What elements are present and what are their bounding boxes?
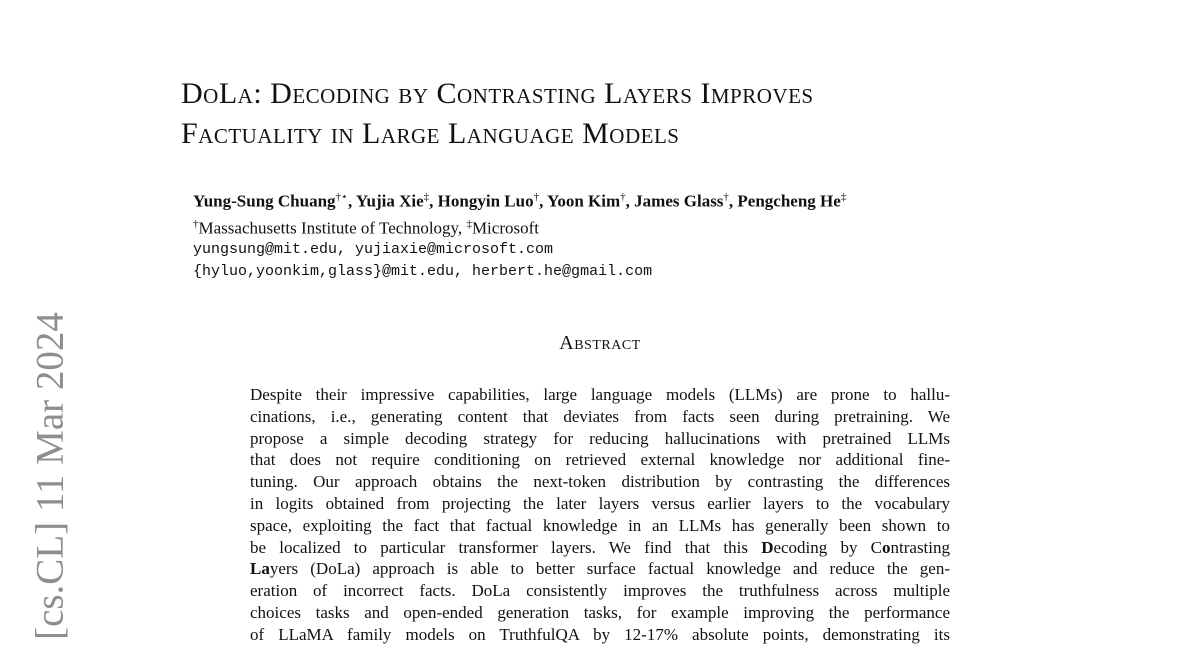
affiliation-microsoft: Microsoft bbox=[471, 218, 539, 238]
author-name: Hongyin Luo bbox=[437, 191, 534, 211]
abstract-line: tuning. Our approach obtains the next-token distribution by contrasting the differences bbox=[250, 472, 950, 492]
affiliation-mit: Massachusetts Institute of Technology, bbox=[198, 218, 467, 238]
title-line-2: Factuality in Large Language Models bbox=[181, 117, 680, 150]
abstract-body bbox=[250, 384, 950, 646]
abstract-line: of LLaMA family models on TruthfulQA by 12-17% absolute points, demonstrating its bbox=[250, 624, 950, 644]
author-block bbox=[193, 186, 1093, 283]
abstract-line bbox=[250, 537, 950, 559]
abstract-line: that does not require conditioning on retrieved external knowledge nor additional fine- bbox=[250, 450, 950, 470]
abstract-line: choices tasks and open-ended generation tasks, for example improving the performance bbox=[250, 602, 950, 622]
author-mark: † bbox=[620, 191, 626, 203]
abstract-line: space, exploiting the fact that factual knowledge in an LLMs has generally been shown to bbox=[250, 515, 950, 535]
title-line-1: DoLa: Decoding by Contrasting Layers Improves bbox=[181, 77, 814, 110]
abstract-line: in logits obtained from projecting the later layers versus earlier layers to the vocabulary bbox=[250, 493, 950, 513]
abstract-bold-text: o bbox=[882, 537, 891, 557]
abstract-text: ntrasting bbox=[890, 537, 951, 557]
affiliation-mark: ‡ bbox=[466, 217, 472, 230]
affiliations bbox=[193, 213, 1093, 240]
author-mark: ‡ bbox=[423, 191, 430, 203]
abstract-bold-text: D bbox=[761, 537, 774, 557]
author-mark: † bbox=[723, 191, 729, 203]
paper-title bbox=[181, 74, 1081, 154]
abstract-line: Despite their impressive capabilities, large language models (LLMs) are prone to hallu- bbox=[250, 385, 950, 404]
abstract-line: propose a simple decoding strategy for reducing hallucinations with pretrained LLMs bbox=[250, 428, 950, 448]
author-name: Pengcheng He bbox=[737, 191, 841, 211]
author-mark: †⋆ bbox=[335, 191, 348, 203]
arxiv-identifier-stamp: [cs.CL] 11 Mar 2024 bbox=[28, 312, 72, 640]
author-name: James Glass bbox=[634, 191, 724, 211]
abstract-text: be localized to particular transformer layers. We find that this bbox=[250, 537, 762, 557]
author-mark: ‡ bbox=[840, 191, 847, 203]
email-line: yungsung@mit.edu, yujiaxie@microsoft.com bbox=[193, 241, 554, 259]
author-name: Yujia Xie bbox=[355, 191, 424, 211]
author-list: Yung-Sung Chuang†⋆, Yujia Xie‡, Hongyin Luo†, Yoon Kim†, James Glass†, Pengcheng He‡ bbox=[193, 191, 847, 211]
email-line: {hyluo,yoonkim,glass}@mit.edu, herbert.he@gmail.com bbox=[193, 263, 653, 281]
abstract-text: ecoding by C bbox=[773, 537, 883, 557]
author-name: Yoon Kim bbox=[546, 191, 621, 211]
author-name: Yung-Sung Chuang bbox=[193, 191, 336, 211]
abstract-text: yers (DoLa) approach is able to better surface factual knowledge and reduce the gen- bbox=[269, 559, 950, 579]
abstract-line: eration of incorrect facts. DoLa consistently improves the truthfulness across multiple bbox=[250, 581, 950, 601]
author-mark: † bbox=[533, 191, 540, 203]
affiliation-mark: † bbox=[193, 217, 199, 230]
abstract-line bbox=[250, 558, 950, 580]
abstract-bold-text: La bbox=[250, 559, 270, 579]
abstract-heading: Abstract bbox=[559, 332, 641, 354]
abstract-line: cinations, i.e., generating content that deviates from facts seen during pretraining. We bbox=[250, 406, 950, 426]
